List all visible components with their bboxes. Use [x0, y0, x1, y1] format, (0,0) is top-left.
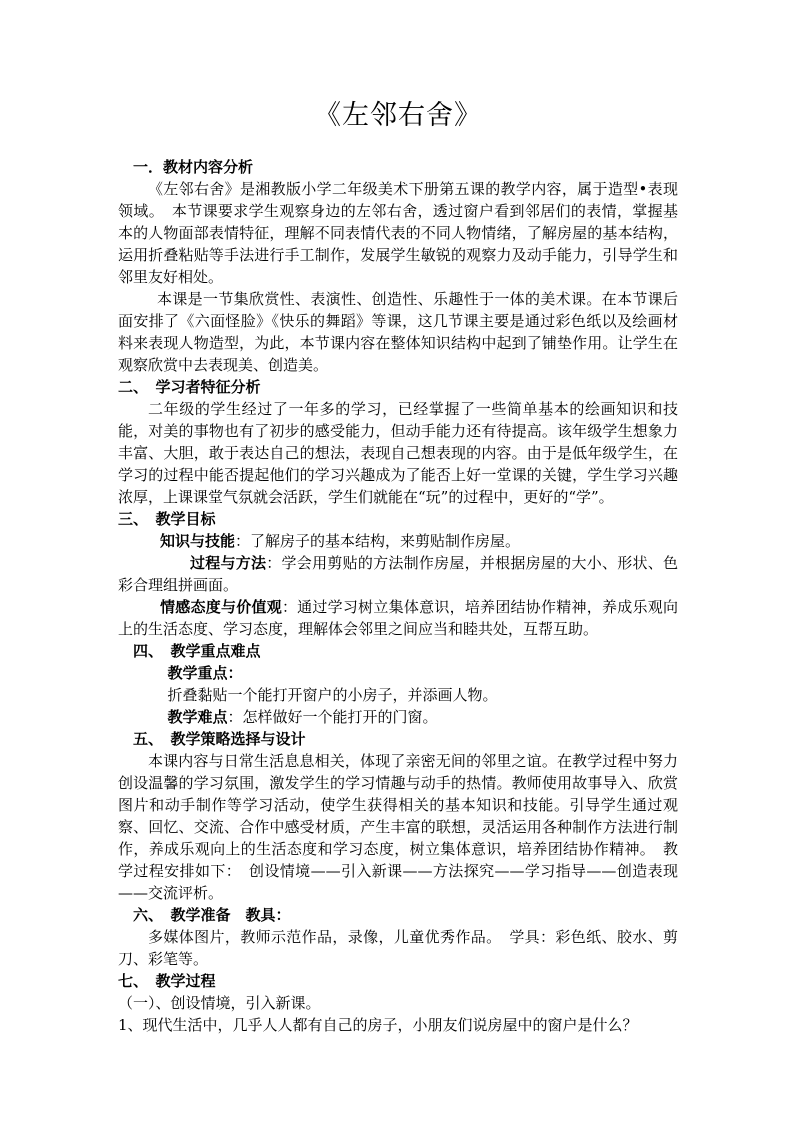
goal-knowledge — [118, 530, 678, 552]
goal-text: ：学会用剪贴的方法制作房屋，并根据房屋的大小、形状、色彩合理组拼画面。 — [118, 554, 678, 594]
paragraph: 《左邻右舍》是湘教版小学二年级美术下册第五课的教学内容，属于造型•表现领域。 本节课要求学生观察身边的左邻右舍，透过窗户看到邻居们的表情，掌握基本的人物面部表情特征，理解不同表情代表的不同人物情绪，了解房屋的基本结构，运用折叠粘贴等手法进行手工制作，发展学生敏锐的观察力及动手能力，引导学生和邻里友好相处。 — [118, 180, 678, 286]
paragraph: 多媒体图片，教师示范作品，录像，儿童优秀作品。 学具：彩色纸、胶水、剪刀、彩笔等。 — [118, 928, 678, 968]
goal-label: 知识与技能 — [160, 532, 236, 550]
document-page — [118, 96, 678, 1036]
goal-label: 过程与方法 — [190, 554, 267, 572]
paragraph: 二年级的学生经过了一年多的学习，已经掌握了一些简单基本的绘画知识和技能，对美的事物也有了初步的感受能力，但动手能力还有待提高。该年级学生想象力丰富、大胆，敢于表达自己的想法，表现自己想表现的内容。由于是低年级学生，在学习的过程中能否提起他们的学习兴趣成为了能否上好一堂课的关键，学生学习兴趣浓厚，上课课堂气氛就会活跃，学生们就能在“玩”的过程中，更好的“学”。 — [118, 400, 678, 506]
question-line: 1、现代生活中，几乎人人都有自己的房子，小朋友们说房屋中的窗户是什么？ — [118, 1016, 638, 1034]
goal-label: 情感态度与价值观 — [160, 598, 282, 616]
section-heading-1: 一．教材内容分析 — [133, 158, 254, 176]
section-heading-6: 六、 教学准备 教具： — [133, 906, 291, 924]
difficulty — [118, 706, 678, 728]
subsection-heading: （一）、创设情境，引入新课。 — [118, 994, 321, 1012]
section-heading-3: 三、 教学目标 — [118, 510, 216, 528]
goal-emotion — [118, 596, 678, 640]
goal-text: ：了解房子的基本结构，来剪贴制作房屋。 — [235, 532, 521, 550]
section-heading-5: 五、 教学策略选择与设计 — [133, 730, 306, 748]
paragraph: 本课是一节集欣赏性、表演性、创造性、乐趣性于一体的美术课。在本节课后面安排了《六面怪脸》《快乐的舞蹈》等课，这几节课主要是通过彩色纸以及绘画材料来表现人物造型，为此，本节课内容在整体知识结构中起到了铺垫作用。让学生在观察欣赏中去表现美、创造美。 — [118, 290, 678, 374]
key-point-text: 折叠黏贴一个能打开窗户的小房子，并添画人物。 — [167, 686, 498, 704]
section-heading-4: 四、 教学重点难点 — [133, 642, 261, 660]
goal-text: ：通过学习树立集体意识，培养团结协作精神，养成乐观向上的生活态度、学习态度，理解体会邻里之间应当和睦共处，互帮互助。 — [118, 598, 678, 638]
paragraph: 本课内容与日常生活息息相关，体现了亲密无间的邻里之谊。在教学过程中努力创设温馨的学习氛围，激发学生的学习情趣与动手的热情。教师使用故事导入、欣赏图片和动手制作等学习活动，使学生获得相关的基本知识和技能。引导学生通过观察、回忆、交流、合作中感受材质，产生丰富的联想，灵活运用各种制作方法进行制作，养成乐观向上的生活态度和学习态度，树立集体意识，培养团结协作精神。 教学过程安排如下： 创设情境——引入新课——方法探究——学习指导——创造表现——交流评析。 — [118, 752, 678, 902]
document-title: 《左邻右舍》 — [314, 100, 482, 131]
difficulty-text: ：怎样做好一个能打开的门窗。 — [227, 708, 438, 726]
difficulty-label: 教学难点 — [167, 708, 228, 726]
key-point-label: 教学重点： — [167, 664, 243, 682]
goal-method — [118, 552, 678, 596]
section-heading-2: 二、 学习者特征分析 — [118, 378, 261, 396]
section-heading-7: 七、 教学过程 — [118, 972, 216, 990]
